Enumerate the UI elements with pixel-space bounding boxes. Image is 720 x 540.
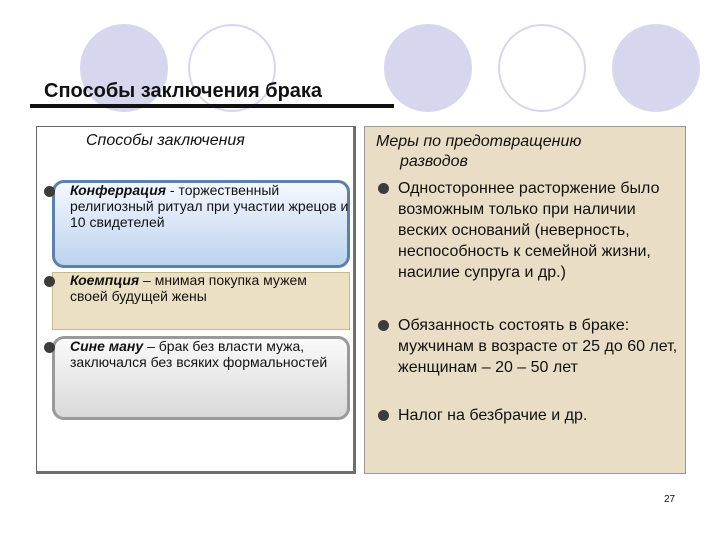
left-item: Конферрация - торжественный религиозный ритуал при участии жрецов и 10 свидетелей: [70, 182, 349, 230]
right-item: Одностороннее расторжение было возможным только при наличии веских оснований (неверность, неспособность к семейной жизни, насилие супруга и др.): [398, 180, 660, 281]
page-number: 27: [664, 494, 676, 505]
decor-circle: [612, 24, 700, 112]
left-item: Коемпция – мнимая покупка мужем своей будущей жены: [70, 272, 307, 304]
bullet-icon: [378, 320, 389, 331]
title-underline: [30, 104, 394, 108]
slide-title: Способы заключения брака: [44, 80, 323, 102]
right-item: Обязанность состоять в браке: мужчинам в возрасте от 25 до 60 лет, женщинам – 20 – 50 лет: [398, 317, 678, 376]
left-heading: Способы заключения: [86, 132, 245, 149]
right-item: Налог на безбрачие и др.: [398, 407, 588, 424]
left-item: Сине ману – брак без власти мужа, заключался без всяких формальностей: [70, 338, 328, 370]
bullet-icon: [44, 276, 55, 287]
right-heading: Меры по предотвращению разводов: [376, 133, 582, 170]
bullet-icon: [44, 342, 55, 353]
bullet-icon: [44, 186, 55, 197]
bullet-icon: [378, 183, 389, 194]
decor-ring: [498, 24, 586, 112]
bullet-icon: [378, 410, 389, 421]
decor-circle: [384, 24, 472, 112]
